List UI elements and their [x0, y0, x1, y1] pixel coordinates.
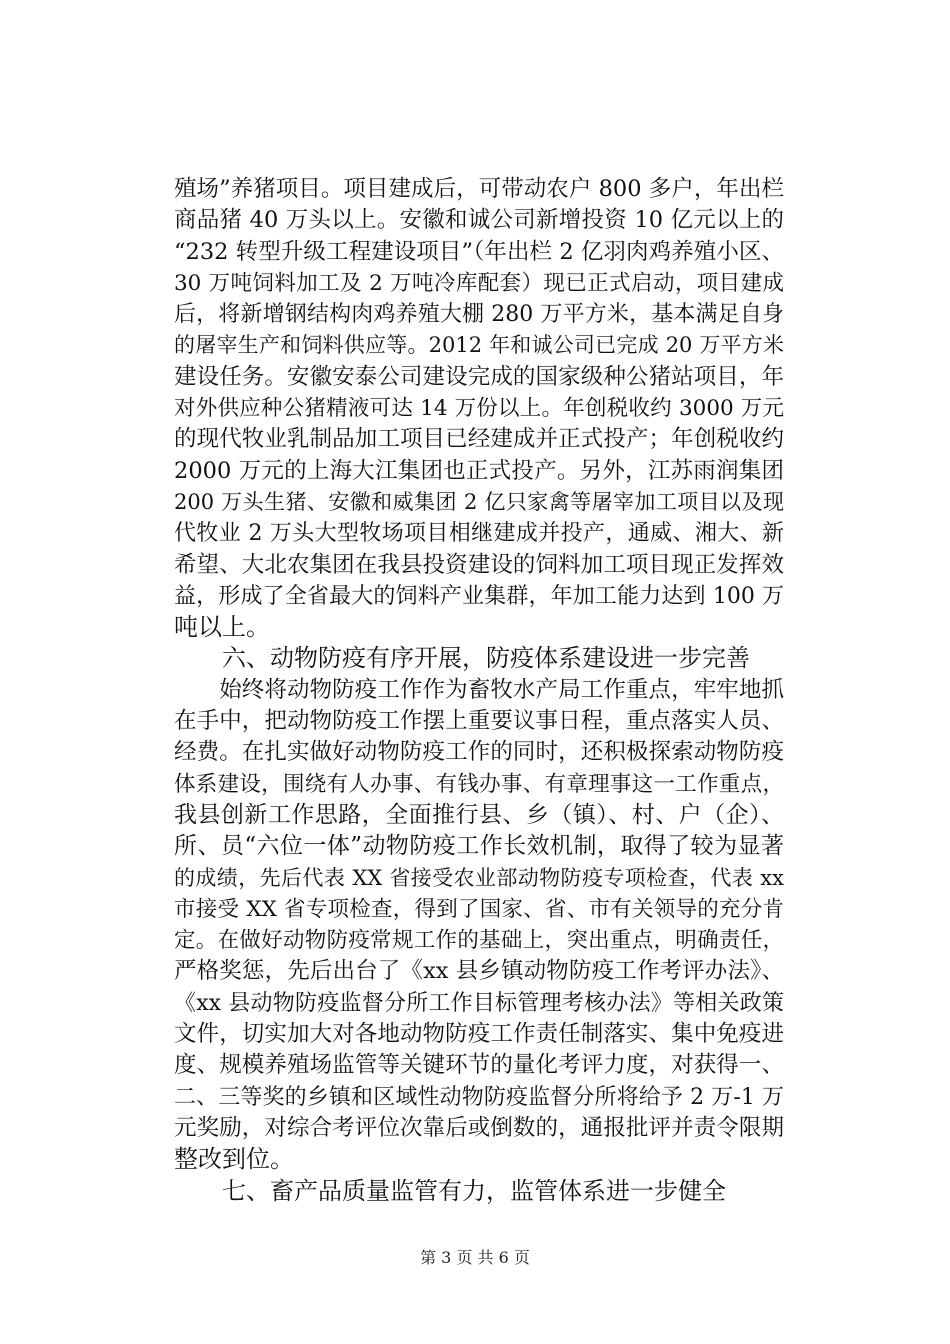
text-line: 《xx 县动物防疫监督分所工作目标管理考核办法》等相关政策	[174, 990, 784, 1016]
text-line: 30 万吨饲料加工及 2 万吨冷库配套）现已正式启动，项目建成	[174, 270, 784, 296]
text-line: 始终将动物防疫工作作为畜牧水产局工作重点，牢牢地抓	[174, 676, 784, 703]
text-line: 希望、大北农集团在我县投资建设的饲料加工项目现正发挥效	[174, 551, 784, 578]
text-line: 经费。在扎实做好动物防疫工作的同时，还积极探索动物防疫	[174, 739, 784, 766]
text-line: 严格奖惩，先后出台了《xx 县乡镇动物防疫工作考评办法》、	[174, 958, 784, 985]
text-line: 文件，切实加大对各地动物防疫工作责任制落实、集中免疫进	[174, 1021, 784, 1048]
text-line: 体系建设，围绕有人办事、有钱办事、有章理事这一工作重点，	[174, 771, 784, 797]
text-line: 二、三等奖的乡镇和区域性动物防疫监督分所将给予 2 万-1 万	[174, 1084, 784, 1110]
text-line: 七、畜产品质量监管有力，监管体系进一步健全	[174, 1176, 726, 1205]
text-line: 200 万头生猪、安徽和威集团 2 亿只家禽等屠宰加工项目以及现	[174, 489, 784, 514]
text-line: 的现代牧业乳制品加工项目已经建成并正式投产；年创税收约	[174, 426, 784, 453]
text-line: 益，形成了全省最大的饲料产业集群，年加工能力达到 100 万	[174, 583, 784, 609]
text-line: 代牧业 2 万头大型牧场项目相继建成并投产，通威、湘大、新	[174, 521, 784, 547]
text-line: 对外供应种公猪精液可达 14 万份以上。年创税收约 3000 万元	[174, 396, 784, 422]
text-line: 的成绩，先后代表 XX 省接受农业部动物防疫专项检查，代表 xx	[174, 865, 784, 890]
text-line: “232 转型升级工程建设项目”（年出栏 2 亿羽肉鸡养殖小区、	[174, 238, 784, 265]
text-line: 的屠宰生产和饲料供应等。2012 年和诚公司已完成 20 万平方米	[174, 333, 784, 358]
text-line: 后，将新增钢结构肉鸡养殖大棚 280 万平方米，基本满足自身	[174, 302, 784, 328]
page-footer: 第 3 页 共 6 页	[420, 1248, 530, 1267]
text-line: 定。在做好动物防疫常规工作的基础上，突出重点，明确责任，	[174, 928, 784, 954]
text-line: 2000 万元的上海大江集团也正式投产。另外，江苏雨润集团	[174, 457, 784, 484]
text-line: 吨以上。	[174, 613, 270, 642]
text-line: 整改到位。	[174, 1145, 294, 1174]
text-line: 所、员“六位一体”动物防疫工作长效机制，取得了较为显著	[174, 833, 784, 860]
text-line: 建设任务。安徽安泰公司建设完成的国家级种公猪站项目，年	[174, 363, 784, 390]
text-line: 殖场”养猪项目。项目建成后，可带动农户 800 多户，年出栏	[174, 176, 784, 202]
text-line: 元奖励，对综合考评位次靠后或倒数的，通报批评并责令限期	[174, 1114, 784, 1141]
text-line: 在手中，把动物防疫工作摆上重要议事日程，重点落实人员、	[174, 708, 784, 735]
text-line: 市接受 XX 省专项检查，得到了国家、省、市有关领导的充分肯	[174, 896, 784, 922]
text-line: 我县创新工作思路，全面推行县、乡（镇）、村、户（企）、	[174, 801, 784, 828]
document-body	[174, 174, 784, 1207]
text-line: 六、动物防疫有序开展，防疫体系建设进一步完善	[174, 644, 750, 673]
text-line: 度、规模养殖场监管等关键环节的量化考评力度，对获得一、	[174, 1052, 784, 1079]
text-line: 商品猪 40 万头以上。安徽和诚公司新增投资 10 亿元以上的	[174, 207, 784, 234]
